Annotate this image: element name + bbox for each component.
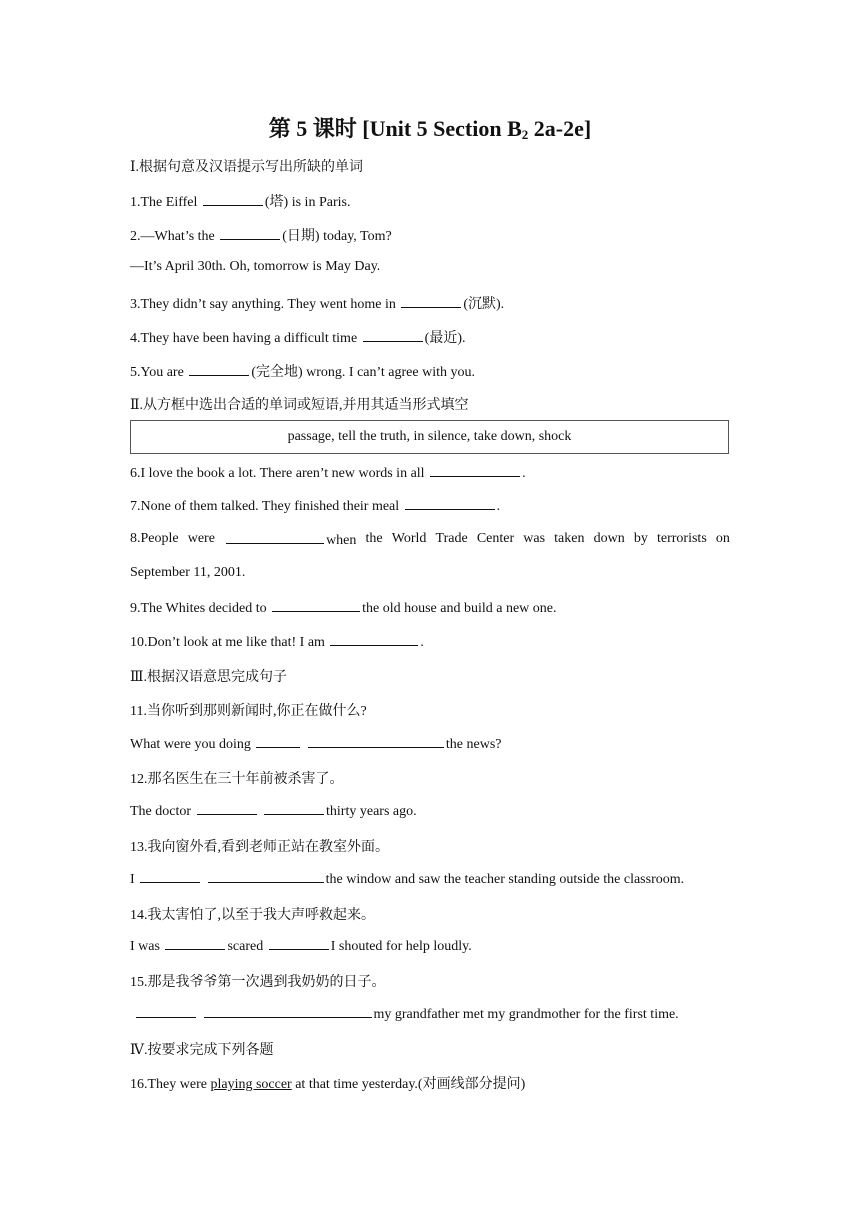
q2-text: 2.—What’s the — [130, 229, 219, 244]
q14-middle: scared — [227, 939, 267, 954]
page-title — [0, 112, 860, 143]
q2-hint: (日期) today, Tom? — [282, 229, 392, 244]
q7-text: 7.None of them talked. They finished their meal — [130, 499, 403, 514]
q8-word: World — [391, 531, 427, 546]
q12-blank-2[interactable] — [264, 802, 324, 815]
q11-blank-1[interactable] — [256, 735, 300, 748]
question-12-chinese: 12.那名医生在三十年前被杀害了。 — [130, 772, 344, 787]
q8-word: 8.People — [130, 531, 179, 546]
q3-blank[interactable] — [401, 295, 461, 308]
question-4 — [130, 327, 466, 347]
q8-word: down — [593, 531, 625, 546]
question-6 — [130, 464, 526, 482]
q4-blank[interactable] — [363, 329, 423, 342]
q16-end: at that time yesterday.(对画线部分提问) — [291, 1077, 526, 1092]
question-15 — [134, 1005, 679, 1023]
q8-word: on — [715, 531, 730, 546]
q8-word: when — [326, 533, 357, 548]
q8-word: was — [523, 531, 546, 546]
q6-blank[interactable] — [430, 464, 520, 477]
title-tail: 2a-2e] — [528, 116, 592, 141]
word-bank-text: passage, tell the truth, in silence, take down, shock — [287, 429, 572, 444]
q10-text: 10.Don’t look at me like that! I am — [130, 635, 329, 650]
q8-blank-group — [224, 531, 356, 549]
q8-word: terrorists — [657, 531, 707, 546]
question-16 — [130, 1073, 525, 1093]
q12-text: The doctor — [130, 804, 195, 819]
question-14-chinese: 14.我太害怕了,以至于我大声呼救起来。 — [130, 908, 375, 923]
title-main: 第 5 课时 [Unit 5 Section B — [268, 116, 522, 141]
question-14 — [130, 937, 472, 955]
q14-end: I shouted for help loudly. — [330, 939, 472, 954]
q5-text: 5.You are — [130, 365, 188, 380]
question-1 — [130, 191, 350, 211]
question-2-reply: —It’s April 30th. Oh, tomorrow is May Day. — [130, 259, 381, 274]
q15-end: my grandfather met my grandmother for the first time. — [373, 1007, 679, 1022]
title-subscript: 2 — [521, 127, 529, 142]
q1-hint: (塔) is in Paris. — [264, 195, 351, 210]
q12-blank-1[interactable] — [197, 802, 257, 815]
q14-blank-2[interactable] — [269, 937, 329, 950]
question-13-chinese: 13.我向窗外看,看到老师正站在教室外面。 — [130, 840, 389, 855]
q5-hint: (完全地) wrong. I can’t agree with you. — [251, 365, 475, 380]
question-7 — [130, 497, 500, 515]
q9-end: the old house and build a new one. — [362, 601, 557, 616]
q3-text: 3.They didn’t say anything. They went home in — [130, 297, 400, 312]
question-5 — [130, 361, 475, 381]
q12-end: thirty years ago. — [326, 804, 417, 819]
q13-text: I — [130, 872, 139, 887]
question-13 — [130, 870, 684, 888]
q11-blank-2[interactable] — [308, 735, 444, 748]
section-3-heading: Ⅲ.根据汉语意思完成句子 — [130, 670, 288, 685]
q11-end: the news? — [445, 737, 502, 752]
q8-word: were — [187, 531, 215, 546]
question-2 — [130, 225, 392, 245]
section-1-heading: Ⅰ.根据句意及汉语提示写出所缺的单词 — [130, 160, 364, 175]
q15-blank-2[interactable] — [204, 1005, 372, 1018]
question-8-continued: September 11, 2001. — [130, 565, 246, 580]
q8-word: Trade — [435, 531, 468, 546]
q10-blank[interactable] — [330, 633, 418, 646]
q13-blank-2[interactable] — [208, 870, 324, 883]
q10-end: . — [420, 635, 424, 650]
question-11 — [130, 735, 502, 753]
section-2-heading: Ⅱ.从方框中选出合适的单词或短语,并用其适当形式填空 — [130, 398, 469, 413]
q2-blank[interactable] — [220, 227, 280, 240]
q16-underlined-phrase: playing soccer — [210, 1077, 292, 1092]
q1-text: 1.The Eiffel — [130, 195, 201, 210]
q4-hint: (最近). — [424, 331, 466, 346]
question-8 — [130, 531, 730, 549]
q15-blank-1[interactable] — [136, 1005, 196, 1018]
q13-end: the window and saw the teacher standing outside the classroom. — [325, 872, 685, 887]
q6-text: 6.I love the book a lot. There aren’t new words in all — [130, 466, 429, 481]
q8-word: Center — [476, 531, 515, 546]
q9-blank[interactable] — [272, 599, 360, 612]
q3-hint: (沉默). — [463, 297, 505, 312]
question-11-chinese: 11.当你听到那则新闻时,你正在做什么? — [130, 704, 367, 719]
q14-text: I was — [130, 939, 164, 954]
question-9 — [130, 599, 557, 617]
q8-word: by — [633, 531, 648, 546]
q5-blank[interactable] — [189, 363, 249, 376]
question-3 — [130, 293, 504, 313]
section-4-heading: Ⅳ.按要求完成下列各题 — [130, 1043, 274, 1058]
question-10 — [130, 633, 424, 651]
question-12 — [130, 802, 417, 820]
q4-text: 4.They have been having a difficult time — [130, 331, 361, 346]
q8-word: the — [365, 531, 383, 546]
word-bank-box — [130, 420, 729, 454]
q8-blank[interactable] — [226, 531, 324, 544]
question-15-chinese: 15.那是我爷爷第一次遇到我奶奶的日子。 — [130, 975, 386, 990]
q13-blank-1[interactable] — [140, 870, 200, 883]
q8-word: taken — [554, 531, 585, 546]
q1-blank[interactable] — [203, 193, 263, 206]
q14-blank-1[interactable] — [165, 937, 225, 950]
q11-text: What were you doing — [130, 737, 255, 752]
q7-end: . — [496, 499, 501, 514]
q7-blank[interactable] — [405, 497, 495, 510]
q6-end: . — [522, 466, 526, 481]
q9-text: 9.The Whites decided to — [130, 601, 271, 616]
q16-text: 16.They were — [130, 1077, 211, 1092]
